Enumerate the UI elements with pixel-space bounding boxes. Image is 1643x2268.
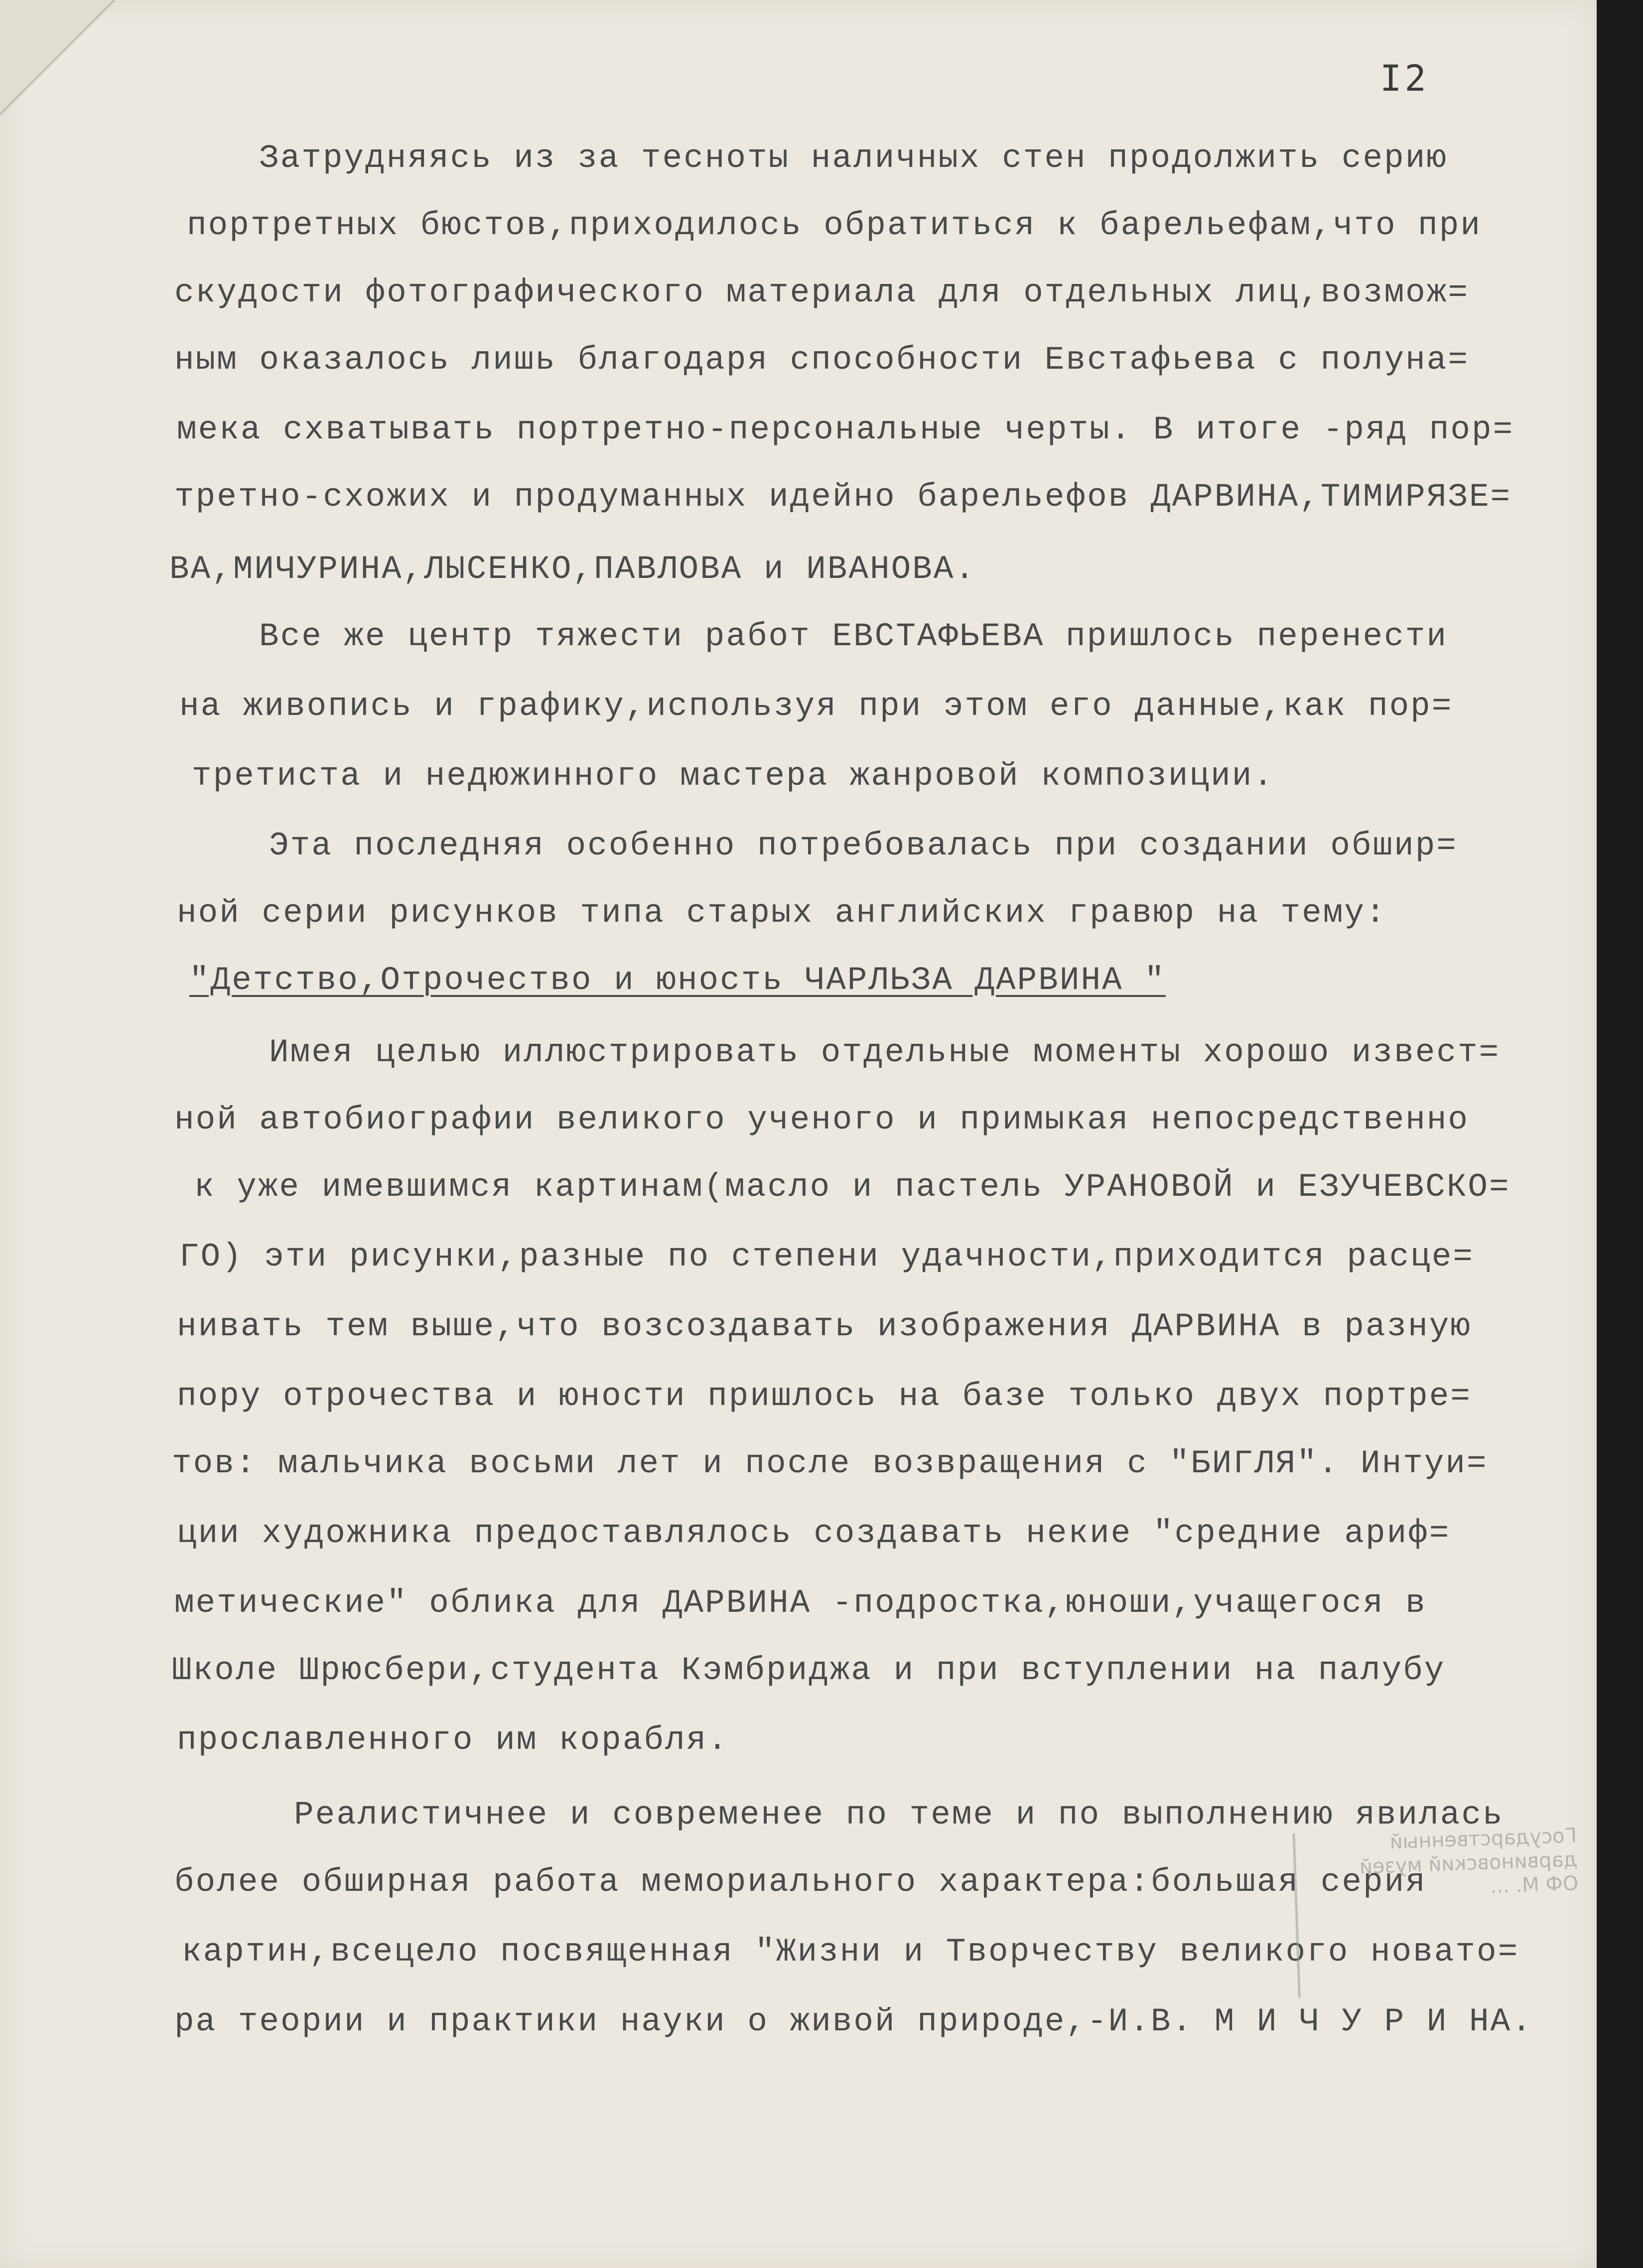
stamp-line: дарвиновский музей [1359,1848,1578,1879]
folded-corner [0,0,115,115]
stamp-line: Государственный [1389,1824,1577,1854]
text-line: ной автобиографии великого ученого и примыкая непосредственно [174,1101,1469,1138]
text-line: мека схватывать портретно-персональные черты. В итоге -ряд пор= [177,411,1514,448]
text-line: Затрудняясь из за тесноты наличных стен продолжить серию [259,140,1448,177]
series-title: "Детство,Отрочество и юность ЧАРЛЬЗА ДАРВИНА " [189,962,1166,999]
text-line: ции художника предоставлялось создавать некие "средние ариф= [177,1515,1451,1552]
text-line: третно-схожих и продуманных идейно барельефов ДАРВИНА,ТИМИРЯЗЕ= [174,478,1512,516]
text-line: ВА,МИЧУРИНА,ЛЫСЕНКО,ПАВЛОВА и ИВАНОВА. [169,551,976,588]
text-line: на живопись и графику,используя при этом его данные,как пор= [179,688,1453,725]
text-line: пору отрочества и юности пришлось на базе только двух портре= [177,1378,1472,1415]
text-line: Реалистичнее и современее по теме и по выполнению явилась [294,1796,1504,1834]
text-line: ной серии рисунков типа старых английских гравюр на тему: [177,894,1387,932]
text-line: метические" облика для ДАРВИНА -подростка,юноши,учащегося в [174,1584,1427,1622]
text-line: Имея целью иллюстрировать отдельные моменты хорошо извест= [269,1034,1501,1071]
text-line: скудости фотографического материала для отдельных лиц,возмож= [174,274,1469,311]
text-line: ГО) эти рисунки,разные по степени удачности,приходится расце= [179,1238,1474,1276]
text-line: картин,всецело посвященная "Жизни и Творчеству великого новато= [182,1933,1519,1971]
text-line: Эта последняя особенно потребовалась при создании обшир= [269,827,1458,864]
text-line: портретных бюстов,приходилось обратиться к барельефам,что при [187,207,1482,244]
text-line: Все же центр тяжести работ ЕВСТАФЬЕВА пришлось перенести [259,618,1448,655]
text-line: ра теории и практики науки о живой природе,-И.В. М И Ч У Р И НА. [174,2003,1533,2040]
text-line: тов: мальчика восьми лет и после возвращения с "БИГЛЯ". Интуи= [172,1445,1488,1482]
text-line: к уже имевшимся картинам(масло и пастель УРАНОВОЙ и ЕЗУЧЕВСКО= [194,1168,1510,1206]
text-line: прославленного им корабля. [177,1721,729,1759]
text-line: ным оказалось лишь благодаря способности Евстафьева с полуна= [174,341,1469,379]
text-line: более обширная работа мемориального характера:большая серия [174,1863,1427,1901]
page-number: I2 [1380,57,1429,99]
stamp-line: ОФ М. ... [1490,1872,1579,1898]
text-line: третиста и недюжинного мастера жанровой композиции. [192,757,1274,795]
text-line: нивать тем выше,что возсоздавать изображения ДАРВИНА в разную [177,1308,1472,1345]
text-line: Школе Шрюсбери,студента Кэмбриджа и при вступлении на палубу [172,1652,1446,1689]
archive-stamp [1292,1824,1582,1998]
